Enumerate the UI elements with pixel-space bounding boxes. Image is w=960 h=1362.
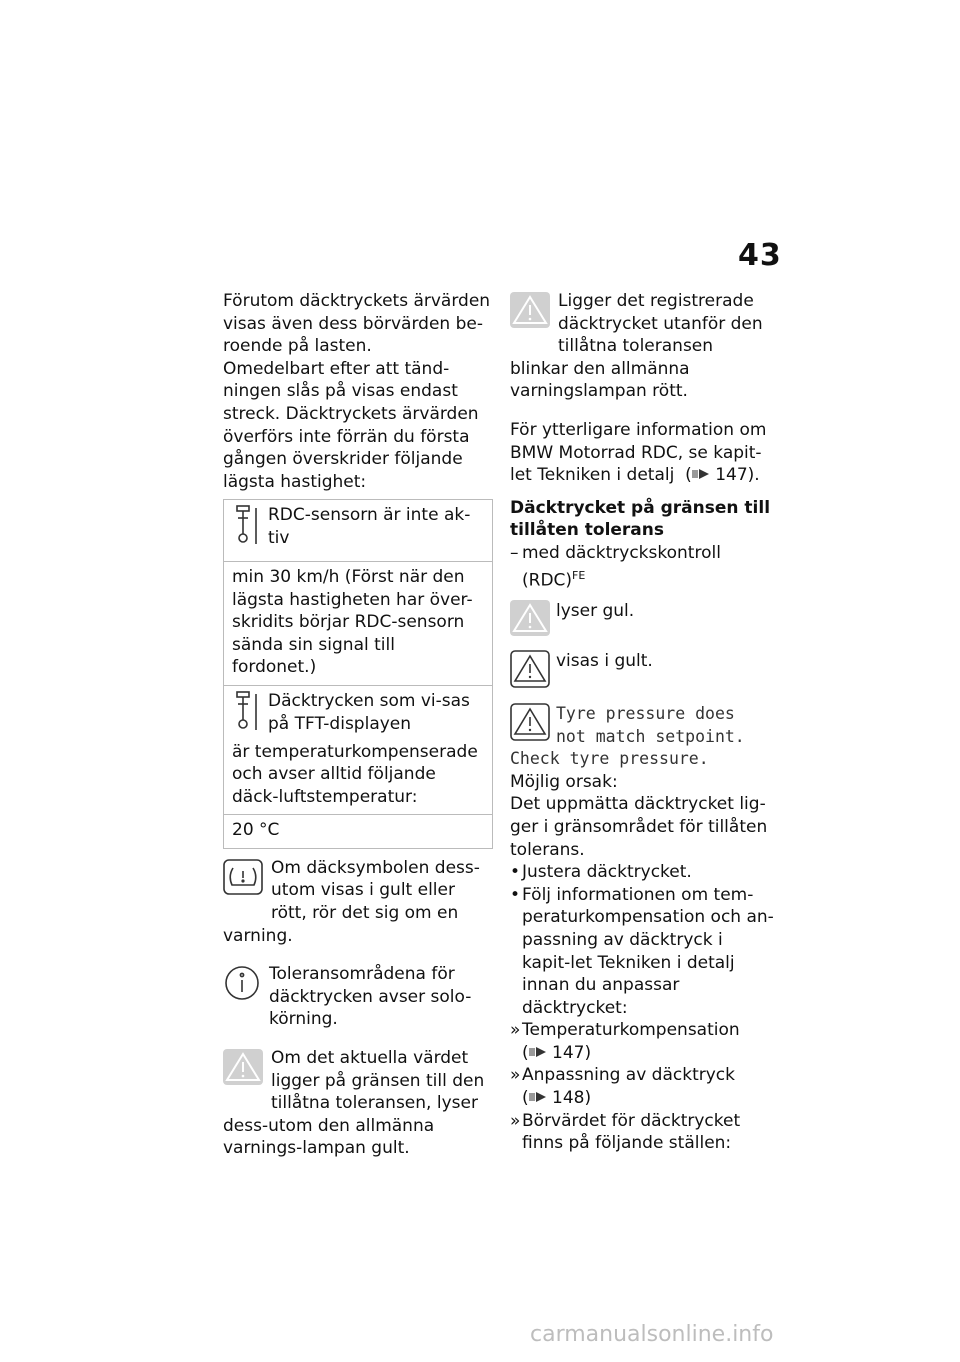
- sensor-icon: [232, 690, 262, 741]
- warning-icon: [510, 292, 550, 335]
- page-ref[interactable]: 147).: [715, 465, 760, 486]
- yellow-lamp-text: lyser gul.: [556, 600, 635, 621]
- more-info-text: För ytterligare information om BMW Motorrad RDC, se kapit-let Tekniken i detalj ( 147).: [510, 419, 767, 486]
- list-item: » Börvärdet för däcktrycket finns på följande ställen:: [510, 1110, 741, 1154]
- page-ref[interactable]: 147): [552, 1042, 592, 1063]
- temp-compensated-text: är temperaturkompenserade och avser alltid följande däck-luftstemperatur:: [232, 741, 478, 807]
- watermark: carmanualsonline.info: [530, 1322, 774, 1347]
- page-ref[interactable]: 148): [552, 1088, 592, 1109]
- rdc-condition: med däcktryckskontroll (RDC): [522, 542, 721, 591]
- sensor-inactive-text: RDC-sensorn är inte ak-tiv: [268, 505, 471, 548]
- list-item: » Temperaturkompensation ( 147): [510, 1020, 740, 1063]
- display-message-row: [510, 703, 775, 748]
- display-message-line: Check tyre pressure.: [510, 749, 709, 769]
- cause-text: Det uppmätta däcktrycket lig-ger i gränsområdet för tillåten tolerans.: [510, 794, 768, 860]
- fe-superscript: FE: [572, 568, 586, 582]
- yellow-display-text: visas i gult.: [556, 651, 653, 672]
- link-label[interactable]: Temperaturkompensation: [522, 1020, 740, 1041]
- list-item: • Justera däcktrycket.: [510, 862, 692, 883]
- cause-label: Möjlig orsak:: [510, 771, 618, 792]
- tire-pressure-icon: [223, 859, 263, 902]
- table-row: [224, 815, 492, 848]
- warning-note-text: Om det aktuella värdet ligger på gränsen till den tillåtna toleransen, lyser dess-utom den allmänna varnings-lampan gult.: [223, 1048, 485, 1159]
- warning-outline-icon: [510, 650, 550, 695]
- info-note: [223, 963, 493, 1031]
- tire-warning-note: [223, 857, 493, 947]
- yellow-display-row: [510, 650, 775, 695]
- page-ref-arrow-icon: (: [522, 1088, 547, 1108]
- warning-outline-icon: [510, 703, 550, 748]
- speed-table: [223, 499, 493, 849]
- left-column: [223, 290, 493, 1160]
- display-message-line: not match setpoint.: [556, 726, 745, 746]
- warning-icon: [223, 1049, 263, 1092]
- ignition-text: Omedelbart efter att tänd-ningen slås på visas endast streck. Däcktryckets ärvärden överförs inte förrän du första gången överskrider följande lägsta hastighet:: [223, 358, 479, 492]
- red-warning-note: [510, 290, 775, 403]
- sensor-icon: [232, 504, 262, 555]
- tft-pressure-text: Däcktrycken som vi-sas på TFT-displayen: [268, 690, 470, 734]
- warning-icon: [510, 600, 550, 643]
- section-heading: Däcktrycket på gränsen till tillåten tolerans: [510, 497, 771, 541]
- info-note-text: Toleransområdena för däcktrycken avser solo-körning.: [269, 964, 472, 1030]
- list-item: • Följ informationen om tem-peraturkompensation och an-passning av däcktryck i kapit-let Tekniken i detalj innan du anpassar däcktrycket:: [510, 884, 774, 1018]
- info-icon: [223, 965, 261, 1008]
- link-label[interactable]: Anpassning av däcktryck: [522, 1065, 735, 1086]
- table-row: [224, 500, 492, 562]
- page-number: 43: [738, 238, 782, 273]
- list-item: » Anpassning av däcktryck ( 148): [510, 1065, 735, 1109]
- red-warning-text: Ligger det registrerade däcktrycket utanför den tillåtna toleransen blinkar den allmänna varningslampan rött.: [510, 291, 763, 402]
- tire-note-text: Om däcksymbolen dess-utom visas i gult eller rött, rör det sig om en varning.: [223, 857, 480, 946]
- yellow-lamp-row: [510, 600, 775, 643]
- page-ref-arrow-icon: (: [680, 465, 710, 485]
- list-item: – med däcktryckskontroll (RDC)$^{FE}$: [510, 542, 721, 591]
- min-speed-text: min 30 km/h (Först när den lägsta hastigheten har över-skridits börjar RDC-sensorn sända sin signal till fordonet.): [232, 566, 473, 678]
- table-row: [224, 562, 492, 686]
- intro-text: Förutom däcktryckets ärvärden visas även dess börvärden be-roende på lasten.: [223, 291, 491, 357]
- display-message-line: Tyre pressure does: [556, 703, 735, 723]
- right-column: [510, 290, 775, 1155]
- page-ref-arrow-icon: (: [522, 1043, 547, 1063]
- temperature-value: 20 °C: [232, 820, 280, 841]
- table-row: [224, 686, 492, 815]
- warning-note: [223, 1047, 493, 1160]
